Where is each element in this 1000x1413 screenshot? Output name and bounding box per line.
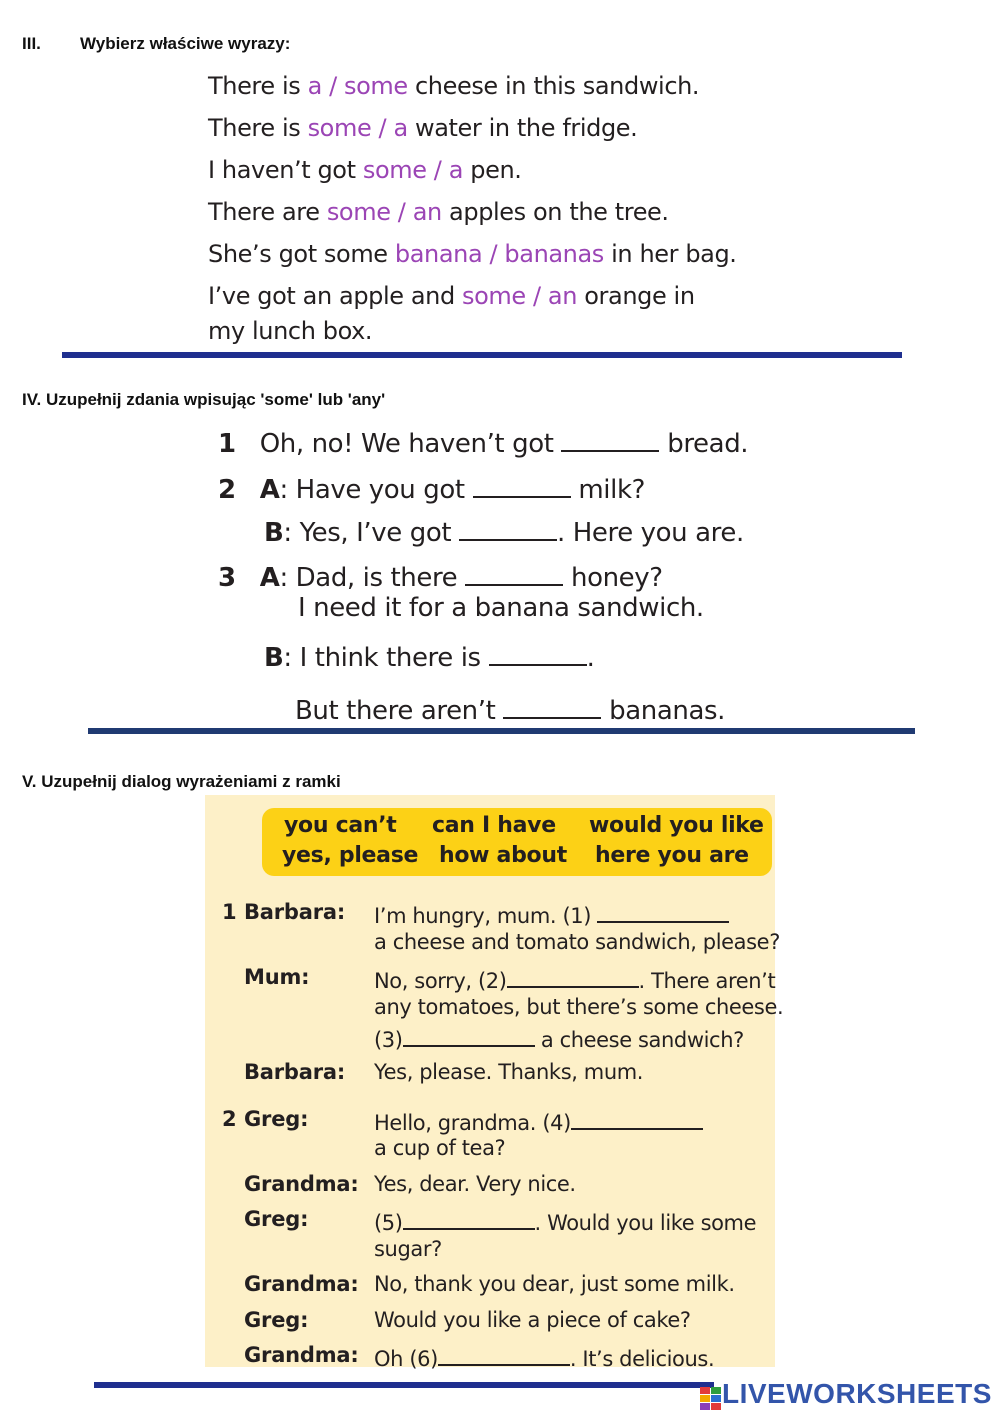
sentence-3-5: She’s got some banana / bananas in her bag.: [208, 240, 737, 268]
dialog-line: any tomatoes, but there’s some cheese.: [374, 995, 784, 1019]
sentence-3-6: I’ve got an apple and some / an orange in: [208, 282, 695, 310]
liveworksheets-logo: [700, 1378, 992, 1411]
section-divider: [62, 352, 902, 358]
word-bank-item: yes, please: [282, 843, 419, 868]
speaker-greg: Greg:: [244, 1308, 309, 1332]
dialog-line: sugar?: [374, 1237, 442, 1261]
answer-blank[interactable]: [561, 424, 659, 452]
speaker-barbara: Barbara:: [244, 900, 346, 924]
answer-blank[interactable]: [465, 558, 563, 586]
choice-option[interactable]: some / an: [326, 198, 442, 226]
answer-blank[interactable]: [507, 965, 639, 988]
dialog-line: No, thank you dear, just some milk.: [374, 1272, 735, 1296]
dialog-line: Would you like a piece of cake?: [374, 1308, 691, 1332]
exercise-4-line-2: 2 A: Have you got milk?: [218, 470, 645, 505]
word-bank-item: can I have: [432, 813, 556, 838]
speaker-mum: Mum:: [244, 965, 310, 989]
sentence-3-6-cont: my lunch box.: [208, 317, 373, 345]
dialog-line: Hello, grandma. (4): [374, 1107, 703, 1135]
section-divider: [88, 728, 915, 734]
speaker-greg: Greg:: [244, 1207, 309, 1231]
choice-option[interactable]: some / an: [462, 282, 578, 310]
dialog-line: I’m hungry, mum. (1): [374, 900, 729, 928]
dialog-line: a cup of tea?: [374, 1136, 506, 1160]
choice-option[interactable]: some / a: [307, 114, 408, 142]
dialog-line: No, sorry, (2) . There aren’t: [374, 965, 775, 993]
answer-blank[interactable]: [403, 1024, 535, 1047]
dialog-number: 1: [222, 900, 237, 924]
section-3-number: III.: [22, 34, 41, 53]
word-bank-item: you can’t: [284, 813, 397, 838]
sentence-3-4: There are some / an apples on the tree.: [208, 198, 669, 226]
choice-option[interactable]: banana / bananas: [394, 240, 604, 268]
exercise-4-line-1: 1 Oh, no! We haven’t got bread.: [218, 424, 748, 459]
exercise-4-line-5: I need it for a banana sandwich.: [298, 593, 704, 623]
dialog-line: Oh (6) . It’s delicious.: [374, 1343, 714, 1371]
sentence-3-2: There is some / a water in the fridge.: [208, 114, 638, 142]
word-bank: [262, 808, 772, 876]
answer-blank[interactable]: [489, 638, 587, 666]
exercise-4-line-6: B: I think there is .: [264, 638, 594, 673]
choice-option[interactable]: a / some: [307, 72, 408, 100]
exercise-4-line-3: B: Yes, I’ve got . Here you are.: [264, 513, 744, 548]
dialog-line: a cheese and tomato sandwich, please?: [374, 930, 780, 954]
word-bank-item: how about: [439, 843, 567, 868]
answer-blank[interactable]: [438, 1343, 570, 1366]
dialog-line: (5) . Would you like some: [374, 1207, 756, 1235]
exercise-4-line-7: But there aren’t bananas.: [295, 691, 725, 726]
dialog-line: Yes, dear. Very nice.: [374, 1172, 576, 1196]
logo-icon: [700, 1387, 722, 1411]
speaker-barbara: Barbara:: [244, 1060, 346, 1084]
answer-blank[interactable]: [597, 900, 729, 923]
sentence-3-3: I haven’t got some / a pen.: [208, 156, 522, 184]
dialog-line: (3) a cheese sandwich?: [374, 1024, 744, 1052]
answer-blank[interactable]: [571, 1107, 703, 1130]
section-3-title: Wybierz właściwe wyrazy:: [80, 34, 291, 53]
speaker-greg: Greg:: [244, 1107, 309, 1131]
logo-text: LIVEWORKSHEETS: [722, 1378, 992, 1409]
dialog-number: 2: [222, 1107, 237, 1131]
speaker-grandma: Grandma:: [244, 1272, 359, 1296]
section-4-title: IV. Uzupełnij zdania wpisując 'some' lub 'any': [22, 390, 386, 409]
exercise-4-line-4: 3 A: Dad, is there honey?: [218, 558, 663, 593]
speaker-grandma: Grandma:: [244, 1343, 359, 1367]
sentence-3-1: There is a / some cheese in this sandwich.: [208, 72, 700, 100]
answer-blank[interactable]: [503, 691, 601, 719]
answer-blank[interactable]: [403, 1207, 535, 1230]
section-divider: [94, 1382, 714, 1388]
speaker-grandma: Grandma:: [244, 1172, 359, 1196]
word-bank-item: here you are: [595, 843, 749, 868]
choice-option[interactable]: some / a: [362, 156, 464, 184]
word-bank-item: would you like: [589, 813, 764, 838]
answer-blank[interactable]: [459, 513, 557, 541]
section-5-title: V. Uzupełnij dialog wyrażeniami z ramki: [22, 772, 341, 791]
answer-blank[interactable]: [473, 470, 571, 498]
dialog-line: Yes, please. Thanks, mum.: [374, 1060, 644, 1084]
